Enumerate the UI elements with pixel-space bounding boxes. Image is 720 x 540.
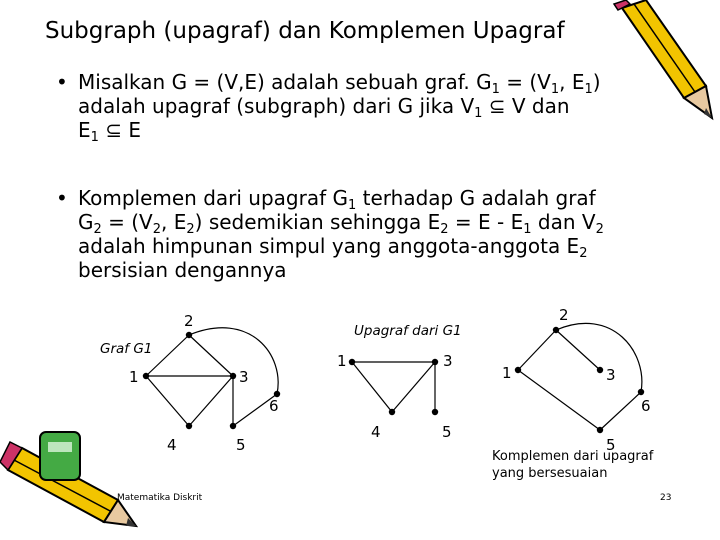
graph-node — [597, 367, 603, 373]
graph-node — [553, 327, 559, 333]
graph-g1 — [100, 312, 280, 454]
slide-title: Subgraph (upagraf) dan Komplemen Upagraf — [45, 18, 565, 44]
bullet-subgraph-definition: • Misalkan G = (V,E) adalah sebuah graf. $G_1 = (V_1$, $E_1$) adalah upagraf (subgraph) dari G jika $V_1$ ⊆ V dan $E_1$ ⊆ E — [56, 70, 601, 145]
pencil-icon — [614, 0, 712, 118]
caption-line: Komplemen dari upagraf — [492, 449, 654, 464]
node-label: 4 — [167, 436, 177, 454]
graph-complement — [502, 306, 651, 454]
node-label: 1 — [129, 368, 139, 386]
page-number: 23 — [660, 493, 672, 503]
caption-line: yang bersesuaian — [492, 466, 608, 481]
footer-text: Matematika Diskrit — [117, 493, 203, 503]
node-label: 5 — [442, 423, 452, 441]
graph-node — [389, 409, 395, 415]
graph-node — [349, 359, 355, 365]
graph-g1-label: Graf G1 — [100, 341, 153, 357]
graph-node — [597, 427, 603, 433]
graph-node — [186, 332, 192, 338]
node-label: 3 — [606, 366, 616, 384]
node-label: 1 — [337, 352, 347, 370]
bullet-dot: • — [56, 186, 68, 210]
graph-node — [432, 359, 438, 365]
graph-node — [143, 373, 149, 379]
graph-node — [515, 367, 521, 373]
graph-node — [638, 389, 644, 395]
node-label: 6 — [269, 397, 279, 415]
bullet-dot: • — [56, 70, 68, 94]
graph-subgraph — [337, 323, 462, 441]
graph-node — [186, 423, 192, 429]
node-label: 6 — [641, 397, 651, 415]
graph-subgraph-label: Upagraf dari G1 — [354, 323, 462, 339]
node-label: 1 — [502, 364, 512, 382]
node-label: 4 — [371, 423, 381, 441]
pencil-icon — [0, 432, 136, 526]
bullet-complement-definition: • Komplemen dari upagraf $G_1$ terhadap G adalah graf $G_2 = (V_2$, $E_2$) sedemikian sehingga $E_2 = E - E_1$ dan $V_2$ adalah himpunan simpul yang anggota-anggota $E_2$ bersisian dengannya — [56, 186, 604, 282]
node-label: 2 — [559, 306, 569, 324]
graph-node — [230, 423, 236, 429]
complement-caption — [492, 448, 653, 482]
graph-node — [432, 409, 438, 415]
node-label: 2 — [184, 312, 194, 330]
node-label: 5 — [606, 436, 616, 454]
node-label: 3 — [443, 352, 453, 370]
node-label: 3 — [239, 368, 249, 386]
node-label: 5 — [236, 436, 246, 454]
graph-node — [230, 373, 236, 379]
